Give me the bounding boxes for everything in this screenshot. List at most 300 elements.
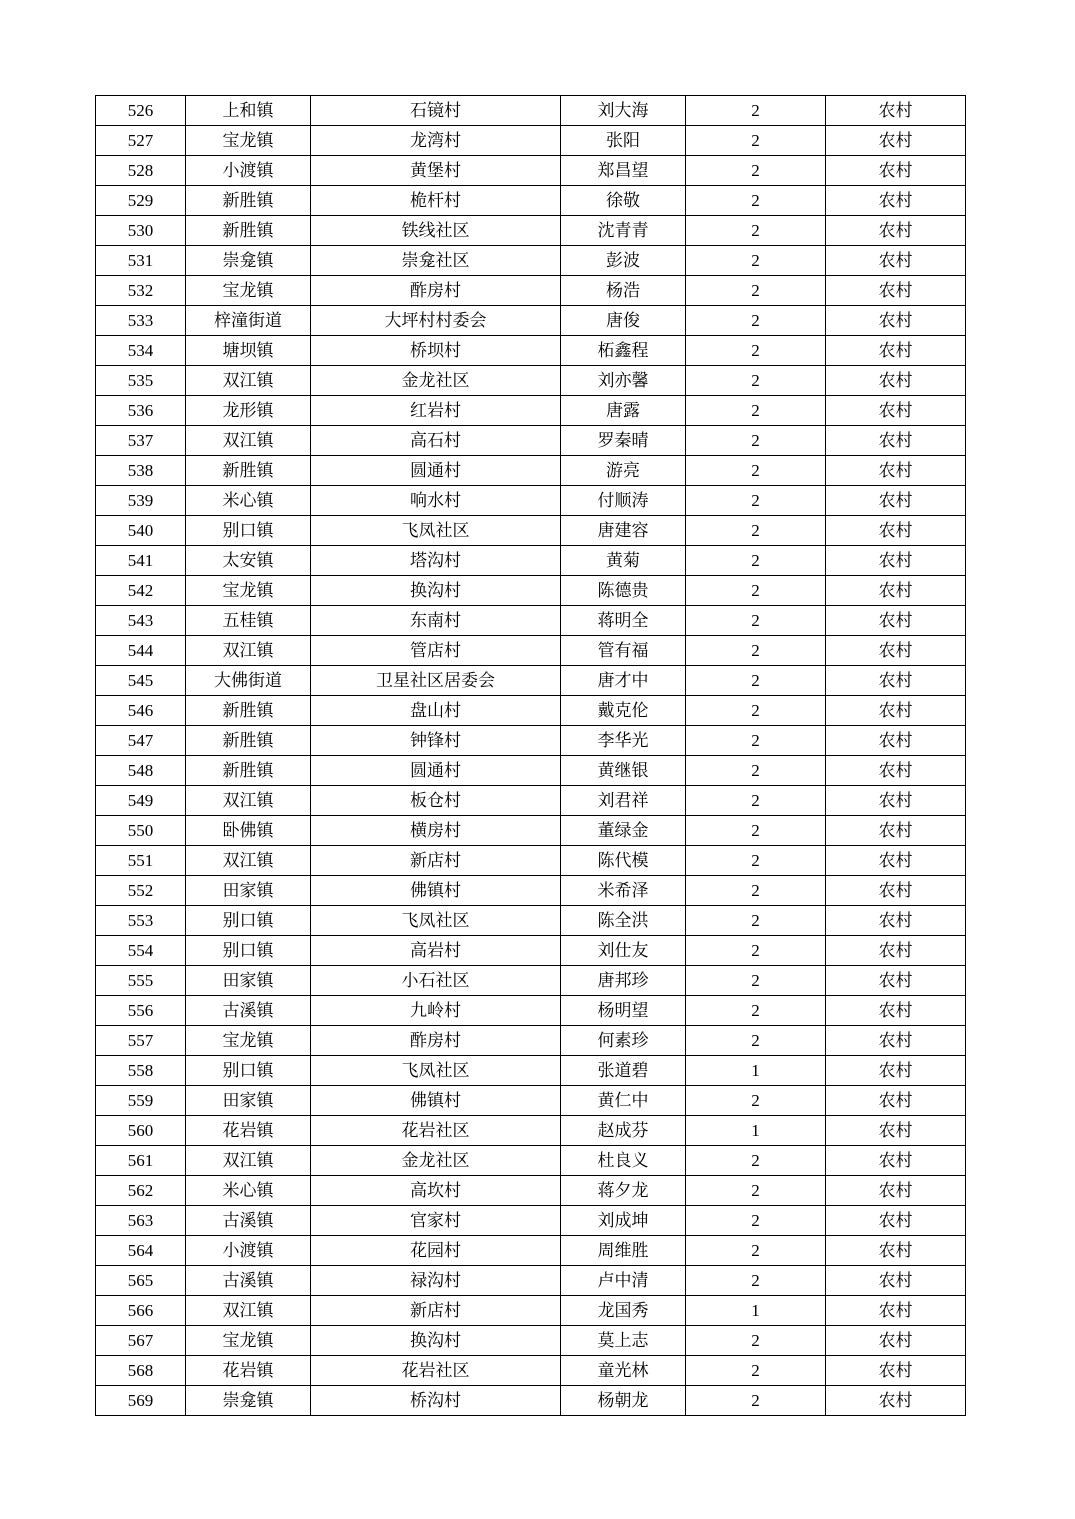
town-cell: 宝龙镇	[186, 126, 311, 156]
town-cell: 双江镇	[186, 846, 311, 876]
table-row	[96, 126, 966, 156]
person-name-cell: 唐才中	[561, 666, 686, 696]
count-cell: 2	[686, 876, 826, 906]
town-cell: 大佛街道	[186, 666, 311, 696]
town-cell: 宝龙镇	[186, 576, 311, 606]
row-number-cell: 535	[96, 366, 186, 396]
village-cell: 大坪村村委会	[311, 306, 561, 336]
table-body	[96, 96, 966, 1416]
row-number-cell: 556	[96, 996, 186, 1026]
area-type-cell: 农村	[826, 996, 966, 1026]
area-type-cell: 农村	[826, 606, 966, 636]
person-name-cell: 戴克伦	[561, 696, 686, 726]
count-cell: 2	[686, 1356, 826, 1386]
row-number-cell: 544	[96, 636, 186, 666]
row-number-cell: 527	[96, 126, 186, 156]
count-cell: 2	[686, 516, 826, 546]
area-type-cell: 农村	[826, 486, 966, 516]
person-name-cell: 唐露	[561, 396, 686, 426]
area-type-cell: 农村	[826, 666, 966, 696]
town-cell: 宝龙镇	[186, 1326, 311, 1356]
town-cell: 米心镇	[186, 486, 311, 516]
person-name-cell: 蒋夕龙	[561, 1176, 686, 1206]
count-cell: 2	[686, 456, 826, 486]
count-cell: 2	[686, 336, 826, 366]
village-cell: 花岩社区	[311, 1356, 561, 1386]
row-number-cell: 545	[96, 666, 186, 696]
table-row	[96, 396, 966, 426]
area-type-cell: 农村	[826, 1116, 966, 1146]
count-cell: 2	[686, 1266, 826, 1296]
row-number-cell: 550	[96, 816, 186, 846]
count-cell: 2	[686, 996, 826, 1026]
area-type-cell: 农村	[826, 1236, 966, 1266]
town-cell: 新胜镇	[186, 216, 311, 246]
person-name-cell: 彭波	[561, 246, 686, 276]
row-number-cell: 541	[96, 546, 186, 576]
person-name-cell: 童光林	[561, 1356, 686, 1386]
table-row	[96, 156, 966, 186]
town-cell: 卧佛镇	[186, 816, 311, 846]
town-cell: 田家镇	[186, 966, 311, 996]
village-cell: 龙湾村	[311, 126, 561, 156]
count-cell: 2	[686, 696, 826, 726]
area-type-cell: 农村	[826, 216, 966, 246]
table-row	[96, 576, 966, 606]
count-cell: 1	[686, 1116, 826, 1146]
table-row	[96, 366, 966, 396]
area-type-cell: 农村	[826, 1026, 966, 1056]
village-cell: 桥坝村	[311, 336, 561, 366]
village-cell: 新店村	[311, 1296, 561, 1326]
village-cell: 小石社区	[311, 966, 561, 996]
table-row	[96, 486, 966, 516]
table-row	[96, 276, 966, 306]
table-row	[96, 96, 966, 126]
village-cell: 飞凤社区	[311, 906, 561, 936]
person-name-cell: 黄仁中	[561, 1086, 686, 1116]
town-cell: 古溪镇	[186, 1206, 311, 1236]
row-number-cell: 565	[96, 1266, 186, 1296]
row-number-cell: 537	[96, 426, 186, 456]
person-name-cell: 李华光	[561, 726, 686, 756]
town-cell: 五桂镇	[186, 606, 311, 636]
area-type-cell: 农村	[826, 1386, 966, 1416]
village-cell: 禄沟村	[311, 1266, 561, 1296]
person-name-cell: 刘大海	[561, 96, 686, 126]
table-row	[96, 1296, 966, 1326]
count-cell: 2	[686, 786, 826, 816]
count-cell: 2	[686, 1026, 826, 1056]
table-row	[96, 756, 966, 786]
person-name-cell: 杨浩	[561, 276, 686, 306]
village-cell: 管店村	[311, 636, 561, 666]
row-number-cell: 562	[96, 1176, 186, 1206]
table-row	[96, 186, 966, 216]
village-cell: 换沟村	[311, 1326, 561, 1356]
count-cell: 2	[686, 846, 826, 876]
town-cell: 新胜镇	[186, 726, 311, 756]
town-cell: 新胜镇	[186, 756, 311, 786]
count-cell: 2	[686, 216, 826, 246]
person-name-cell: 罗秦晴	[561, 426, 686, 456]
count-cell: 2	[686, 1206, 826, 1236]
person-name-cell: 沈青青	[561, 216, 686, 246]
table-row	[96, 906, 966, 936]
table-row	[96, 1116, 966, 1146]
person-name-cell: 陈代模	[561, 846, 686, 876]
count-cell: 2	[686, 546, 826, 576]
area-type-cell: 农村	[826, 1146, 966, 1176]
person-name-cell: 周维胜	[561, 1236, 686, 1266]
row-number-cell: 538	[96, 456, 186, 486]
row-number-cell: 547	[96, 726, 186, 756]
table-row	[96, 1176, 966, 1206]
person-name-cell: 游亮	[561, 456, 686, 486]
count-cell: 2	[686, 156, 826, 186]
table-row	[96, 306, 966, 336]
area-type-cell: 农村	[826, 516, 966, 546]
area-type-cell: 农村	[826, 726, 966, 756]
count-cell: 2	[686, 366, 826, 396]
area-type-cell: 农村	[826, 306, 966, 336]
town-cell: 双江镇	[186, 426, 311, 456]
row-number-cell: 531	[96, 246, 186, 276]
village-cell: 佛镇村	[311, 876, 561, 906]
count-cell: 2	[686, 126, 826, 156]
area-type-cell: 农村	[826, 396, 966, 426]
person-name-cell: 唐俊	[561, 306, 686, 336]
table-row	[96, 996, 966, 1026]
village-cell: 花园村	[311, 1236, 561, 1266]
row-number-cell: 568	[96, 1356, 186, 1386]
town-cell: 双江镇	[186, 1146, 311, 1176]
town-cell: 塘坝镇	[186, 336, 311, 366]
person-name-cell: 赵成芬	[561, 1116, 686, 1146]
town-cell: 梓潼街道	[186, 306, 311, 336]
area-type-cell: 农村	[826, 126, 966, 156]
count-cell: 1	[686, 1056, 826, 1086]
town-cell: 新胜镇	[186, 696, 311, 726]
row-number-cell: 554	[96, 936, 186, 966]
row-number-cell: 567	[96, 1326, 186, 1356]
table-row	[96, 606, 966, 636]
town-cell: 小渡镇	[186, 1236, 311, 1266]
table-row	[96, 426, 966, 456]
town-cell: 花岩镇	[186, 1356, 311, 1386]
person-name-cell: 何素珍	[561, 1026, 686, 1056]
table-row	[96, 1086, 966, 1116]
count-cell: 2	[686, 936, 826, 966]
row-number-cell: 559	[96, 1086, 186, 1116]
area-type-cell: 农村	[826, 156, 966, 186]
person-name-cell: 唐邦珍	[561, 966, 686, 996]
village-cell: 桥沟村	[311, 1386, 561, 1416]
person-name-cell: 柘鑫程	[561, 336, 686, 366]
area-type-cell: 农村	[826, 1176, 966, 1206]
town-cell: 崇龛镇	[186, 246, 311, 276]
count-cell: 2	[686, 396, 826, 426]
village-cell: 换沟村	[311, 576, 561, 606]
table-row	[96, 846, 966, 876]
row-number-cell: 551	[96, 846, 186, 876]
town-cell: 宝龙镇	[186, 1026, 311, 1056]
person-name-cell: 卢中清	[561, 1266, 686, 1296]
person-name-cell: 龙国秀	[561, 1296, 686, 1326]
row-number-cell: 539	[96, 486, 186, 516]
village-cell: 东南村	[311, 606, 561, 636]
row-number-cell: 530	[96, 216, 186, 246]
town-cell: 古溪镇	[186, 1266, 311, 1296]
town-cell: 米心镇	[186, 1176, 311, 1206]
count-cell: 2	[686, 486, 826, 516]
person-name-cell: 徐敬	[561, 186, 686, 216]
town-cell: 田家镇	[186, 1086, 311, 1116]
count-cell: 2	[686, 1386, 826, 1416]
table-row	[96, 936, 966, 966]
town-cell: 上和镇	[186, 96, 311, 126]
town-cell: 小渡镇	[186, 156, 311, 186]
village-cell: 新店村	[311, 846, 561, 876]
area-type-cell: 农村	[826, 1056, 966, 1086]
area-type-cell: 农村	[826, 1356, 966, 1386]
village-cell: 高岩村	[311, 936, 561, 966]
row-number-cell: 542	[96, 576, 186, 606]
count-cell: 2	[686, 726, 826, 756]
village-cell: 高坎村	[311, 1176, 561, 1206]
row-number-cell: 563	[96, 1206, 186, 1236]
count-cell: 2	[686, 1146, 826, 1176]
person-name-cell: 刘君祥	[561, 786, 686, 816]
village-cell: 花岩社区	[311, 1116, 561, 1146]
area-type-cell: 农村	[826, 696, 966, 726]
area-type-cell: 农村	[826, 1206, 966, 1236]
village-cell: 板仓村	[311, 786, 561, 816]
area-type-cell: 农村	[826, 336, 966, 366]
village-cell: 铁线社区	[311, 216, 561, 246]
row-number-cell: 536	[96, 396, 186, 426]
person-name-cell: 杨朝龙	[561, 1386, 686, 1416]
count-cell: 2	[686, 426, 826, 456]
table-row	[96, 516, 966, 546]
town-cell: 新胜镇	[186, 456, 311, 486]
town-cell: 宝龙镇	[186, 276, 311, 306]
person-name-cell: 付顺涛	[561, 486, 686, 516]
town-cell: 双江镇	[186, 786, 311, 816]
town-cell: 龙形镇	[186, 396, 311, 426]
person-name-cell: 米希泽	[561, 876, 686, 906]
count-cell: 2	[686, 636, 826, 666]
count-cell: 2	[686, 276, 826, 306]
village-cell: 圆通村	[311, 456, 561, 486]
village-cell: 飞凤社区	[311, 1056, 561, 1086]
table-row	[96, 216, 966, 246]
table-row	[96, 336, 966, 366]
row-number-cell: 548	[96, 756, 186, 786]
person-name-cell: 黄继银	[561, 756, 686, 786]
table-row	[96, 1266, 966, 1296]
row-number-cell: 528	[96, 156, 186, 186]
row-number-cell: 546	[96, 696, 186, 726]
table-row	[96, 546, 966, 576]
town-cell: 古溪镇	[186, 996, 311, 1026]
person-name-cell: 杜良义	[561, 1146, 686, 1176]
person-name-cell: 唐建容	[561, 516, 686, 546]
village-cell: 盘山村	[311, 696, 561, 726]
table-row	[96, 1206, 966, 1236]
row-number-cell: 549	[96, 786, 186, 816]
village-cell: 红岩村	[311, 396, 561, 426]
area-type-cell: 农村	[826, 96, 966, 126]
area-type-cell: 农村	[826, 1296, 966, 1326]
village-cell: 九岭村	[311, 996, 561, 1026]
count-cell: 2	[686, 576, 826, 606]
town-cell: 别口镇	[186, 906, 311, 936]
town-cell: 别口镇	[186, 516, 311, 546]
row-number-cell: 526	[96, 96, 186, 126]
row-number-cell: 553	[96, 906, 186, 936]
village-cell: 酢房村	[311, 1026, 561, 1056]
town-cell: 新胜镇	[186, 186, 311, 216]
count-cell: 1	[686, 1296, 826, 1326]
town-cell: 双江镇	[186, 366, 311, 396]
village-cell: 酢房村	[311, 276, 561, 306]
area-type-cell: 农村	[826, 966, 966, 996]
person-name-cell: 蒋明全	[561, 606, 686, 636]
count-cell: 2	[686, 906, 826, 936]
town-cell: 双江镇	[186, 1296, 311, 1326]
area-type-cell: 农村	[826, 936, 966, 966]
table-row	[96, 456, 966, 486]
town-cell: 别口镇	[186, 1056, 311, 1086]
row-number-cell: 540	[96, 516, 186, 546]
table-row	[96, 966, 966, 996]
table-row	[96, 1356, 966, 1386]
count-cell: 2	[686, 306, 826, 336]
village-cell: 金龙社区	[311, 1146, 561, 1176]
village-cell: 钟锋村	[311, 726, 561, 756]
village-cell: 石镜村	[311, 96, 561, 126]
area-type-cell: 农村	[826, 366, 966, 396]
table-row	[96, 786, 966, 816]
table-row	[96, 246, 966, 276]
person-name-cell: 黄菊	[561, 546, 686, 576]
row-number-cell: 561	[96, 1146, 186, 1176]
village-cell: 佛镇村	[311, 1086, 561, 1116]
row-number-cell: 529	[96, 186, 186, 216]
table-row	[96, 726, 966, 756]
person-name-cell: 管有福	[561, 636, 686, 666]
area-type-cell: 农村	[826, 246, 966, 276]
person-name-cell: 张阳	[561, 126, 686, 156]
row-number-cell: 532	[96, 276, 186, 306]
count-cell: 2	[686, 666, 826, 696]
area-type-cell: 农村	[826, 846, 966, 876]
row-number-cell: 569	[96, 1386, 186, 1416]
table-row	[96, 1236, 966, 1266]
area-type-cell: 农村	[826, 786, 966, 816]
village-cell: 金龙社区	[311, 366, 561, 396]
town-cell: 田家镇	[186, 876, 311, 906]
area-type-cell: 农村	[826, 456, 966, 486]
town-cell: 崇龛镇	[186, 1386, 311, 1416]
area-type-cell: 农村	[826, 906, 966, 936]
count-cell: 2	[686, 966, 826, 996]
area-type-cell: 农村	[826, 1266, 966, 1296]
row-number-cell: 566	[96, 1296, 186, 1326]
row-number-cell: 552	[96, 876, 186, 906]
village-cell: 崇龛社区	[311, 246, 561, 276]
row-number-cell: 534	[96, 336, 186, 366]
table-row	[96, 1326, 966, 1356]
area-type-cell: 农村	[826, 816, 966, 846]
person-name-cell: 杨明望	[561, 996, 686, 1026]
count-cell: 2	[686, 816, 826, 846]
area-type-cell: 农村	[826, 546, 966, 576]
table-row	[96, 816, 966, 846]
row-number-cell: 533	[96, 306, 186, 336]
village-cell: 桅杆村	[311, 186, 561, 216]
area-type-cell: 农村	[826, 1086, 966, 1116]
village-cell: 高石村	[311, 426, 561, 456]
village-cell: 圆通村	[311, 756, 561, 786]
village-cell: 黄堡村	[311, 156, 561, 186]
area-type-cell: 农村	[826, 576, 966, 606]
row-number-cell: 543	[96, 606, 186, 636]
village-cell: 官家村	[311, 1206, 561, 1236]
count-cell: 2	[686, 246, 826, 276]
person-name-cell: 张道碧	[561, 1056, 686, 1086]
count-cell: 2	[686, 1236, 826, 1266]
area-type-cell: 农村	[826, 1326, 966, 1356]
count-cell: 2	[686, 1176, 826, 1206]
count-cell: 2	[686, 1086, 826, 1116]
count-cell: 2	[686, 606, 826, 636]
row-number-cell: 555	[96, 966, 186, 996]
person-name-cell: 刘仕友	[561, 936, 686, 966]
person-name-cell: 莫上志	[561, 1326, 686, 1356]
roster-table	[95, 95, 966, 1416]
area-type-cell: 农村	[826, 876, 966, 906]
count-cell: 2	[686, 186, 826, 216]
town-cell: 别口镇	[186, 936, 311, 966]
person-name-cell: 陈全洪	[561, 906, 686, 936]
row-number-cell: 558	[96, 1056, 186, 1086]
table-row	[96, 1386, 966, 1416]
village-cell: 飞凤社区	[311, 516, 561, 546]
area-type-cell: 农村	[826, 636, 966, 666]
town-cell: 太安镇	[186, 546, 311, 576]
village-cell: 横房村	[311, 816, 561, 846]
table-row	[96, 1026, 966, 1056]
area-type-cell: 农村	[826, 756, 966, 786]
village-cell: 卫星社区居委会	[311, 666, 561, 696]
area-type-cell: 农村	[826, 186, 966, 216]
table-row	[96, 1146, 966, 1176]
area-type-cell: 农村	[826, 426, 966, 456]
count-cell: 2	[686, 1326, 826, 1356]
count-cell: 2	[686, 96, 826, 126]
area-type-cell: 农村	[826, 276, 966, 306]
table-row	[96, 696, 966, 726]
row-number-cell: 564	[96, 1236, 186, 1266]
table-row	[96, 1056, 966, 1086]
row-number-cell: 557	[96, 1026, 186, 1056]
village-cell: 响水村	[311, 486, 561, 516]
person-name-cell: 刘成坤	[561, 1206, 686, 1236]
table-row	[96, 666, 966, 696]
count-cell: 2	[686, 756, 826, 786]
